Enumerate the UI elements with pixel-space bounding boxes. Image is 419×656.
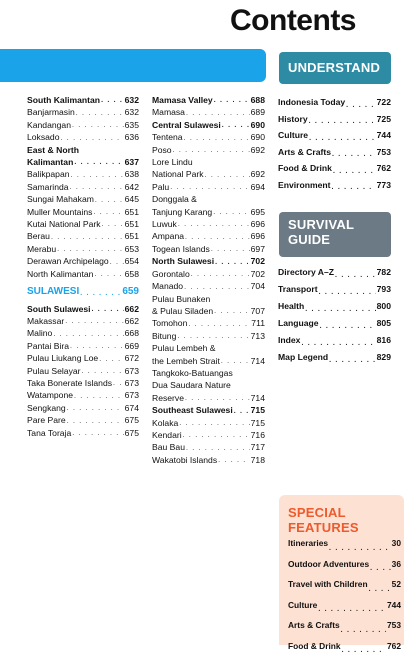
toc-entry[interactable]	[27, 106, 139, 118]
dot-leader	[53, 329, 123, 340]
toc-entry-label: Bitung	[152, 330, 176, 342]
toc-entry-label: Watampone	[27, 389, 73, 401]
special-list	[288, 533, 401, 656]
dot-leader	[102, 219, 124, 230]
dot-leader	[93, 207, 123, 218]
toc-entry-label: Environment	[278, 177, 331, 194]
toc-entry-page: 816	[377, 332, 391, 349]
toc-entry-page: 800	[377, 298, 391, 315]
toc-entry-page: 702	[251, 268, 265, 280]
toc-entry-page: 782	[377, 264, 391, 281]
toc-entry-label: Reserve	[152, 392, 184, 404]
toc-entry-page: 692	[251, 168, 265, 180]
toc-entry[interactable]	[278, 127, 391, 144]
toc-entry-label: Tangkoko-Batuangas	[152, 367, 265, 379]
toc-entry-page: 714	[251, 355, 265, 367]
toc-entry[interactable]	[152, 255, 265, 267]
dot-leader	[342, 645, 386, 656]
toc-entry-label: Ampana	[152, 230, 184, 242]
toc-entry[interactable]	[152, 119, 265, 131]
toc-entry-page: 651	[125, 230, 139, 242]
toc-entry-label: Pare Pare	[27, 414, 66, 426]
toc-entry-page: 690	[251, 131, 265, 143]
toc-entry-label: Luwuk	[152, 218, 177, 230]
toc-column-1	[27, 94, 139, 439]
toc-entry[interactable]	[278, 281, 391, 298]
toc-entry-page: 659	[122, 286, 139, 298]
toc-entry-label: Health	[278, 298, 304, 315]
toc-entry[interactable]	[27, 402, 139, 414]
survival-header	[279, 212, 391, 257]
dot-leader	[184, 133, 250, 144]
toc-entry-label: Berau	[27, 230, 50, 242]
toc-entry-label: Food & Drink	[288, 636, 341, 656]
toc-entry-page: 674	[125, 402, 139, 414]
toc-entry-page: 762	[377, 160, 391, 177]
toc-entry[interactable]	[288, 574, 401, 595]
dot-leader	[369, 584, 391, 595]
toc-entry-page: 668	[125, 327, 139, 339]
toc-entry[interactable]	[278, 94, 391, 111]
toc-entry-page: 716	[251, 429, 265, 441]
toc-entry-page: 717	[251, 441, 265, 453]
toc-entry[interactable]	[152, 243, 265, 255]
toc-entry-page: 725	[377, 111, 391, 128]
toc-entry[interactable]	[27, 230, 139, 242]
toc-entry-page: 690	[251, 119, 265, 131]
toc-entry-page: 637	[125, 156, 139, 168]
toc-entry[interactable]	[27, 315, 139, 327]
toc-entry-label: Balikpapan	[27, 168, 70, 180]
toc-entry-label: Bau Bau	[152, 441, 185, 453]
toc-entry-label: Itineraries	[288, 533, 328, 554]
toc-entry-label: Index	[278, 332, 300, 349]
toc-entry-page: 672	[125, 352, 139, 364]
toc-entry[interactable]	[278, 144, 391, 161]
dot-leader	[234, 406, 250, 417]
toc-entry[interactable]	[27, 218, 139, 230]
toc-entry-label: Merabu	[27, 243, 56, 255]
toc-entry-label: Tomohon	[152, 317, 187, 329]
toc-entry-label: Togean Islands	[152, 243, 210, 255]
toc-entry[interactable]	[278, 332, 391, 349]
toc-entry-label: Pantai Bira	[27, 340, 69, 352]
toc-entry-label: Tanjung Karang	[152, 206, 212, 218]
toc-entry[interactable]	[27, 352, 139, 364]
toc-entry-page: 829	[377, 349, 391, 366]
toc-entry-label: Map Legend	[278, 349, 328, 366]
toc-entry-page: 697	[251, 243, 265, 255]
toc-entry-label: Language	[278, 315, 319, 332]
dot-leader	[214, 95, 250, 106]
toc-entry-page: 675	[125, 427, 139, 439]
toc-entry-label: East & North	[27, 144, 139, 156]
toc-entry-label: North Sulawesi	[152, 255, 214, 267]
understand-list	[278, 94, 391, 193]
toc-entry[interactable]	[152, 417, 265, 429]
toc-entry[interactable]	[27, 144, 139, 169]
dot-leader	[186, 443, 250, 454]
dot-leader	[305, 304, 375, 315]
toc-entry[interactable]	[152, 317, 265, 329]
dot-leader	[72, 428, 123, 439]
toc-entry-page: 715	[251, 404, 265, 416]
dot-leader	[101, 95, 124, 106]
dot-leader	[213, 207, 249, 218]
toc-entry[interactable]	[152, 429, 265, 441]
dot-leader	[173, 145, 250, 156]
toc-entry[interactable]	[27, 340, 139, 352]
dot-leader	[82, 366, 124, 377]
toc-entry-page: 689	[251, 106, 265, 118]
toc-entry[interactable]	[152, 280, 265, 292]
toc-entry-label: Lore Lindu	[152, 156, 265, 168]
toc-entry-label: Kutai National Park	[27, 218, 101, 230]
toc-entry-page: 715	[251, 417, 265, 429]
toc-entry[interactable]	[152, 156, 265, 181]
special-heading-2: FEATURES	[288, 520, 359, 535]
dot-leader	[61, 133, 124, 144]
toc-entry-page: 673	[125, 377, 139, 389]
dot-leader	[222, 120, 250, 131]
toc-entry-page: 669	[125, 340, 139, 352]
toc-entry-label: Makassar	[27, 315, 64, 327]
dot-leader	[170, 182, 249, 193]
toc-entry-label: History	[278, 111, 308, 128]
toc-entry-page: 805	[377, 315, 391, 332]
special-heading-1: SPECIAL	[288, 505, 346, 520]
toc-entry-page: 718	[251, 454, 265, 466]
dot-leader	[51, 232, 124, 243]
dot-leader	[191, 269, 250, 280]
toc-entry-page: 673	[125, 389, 139, 401]
toc-entry[interactable]	[152, 342, 265, 367]
toc-entry-label: Dua Saudara Nature	[152, 379, 265, 391]
toc-entry[interactable]	[278, 315, 391, 332]
toc-entry[interactable]	[288, 533, 401, 554]
dot-leader	[319, 287, 376, 298]
toc-entry-label: South Sulawesi	[27, 303, 91, 315]
toc-entry-label: Loksado	[27, 131, 60, 143]
dot-leader	[99, 354, 123, 365]
toc-entry[interactable]	[288, 595, 401, 616]
toc-entry[interactable]	[27, 119, 139, 131]
toc-entry-label: Arts & Crafts	[288, 615, 340, 636]
toc-entry[interactable]	[152, 268, 265, 280]
toc-entry-page: 711	[251, 317, 265, 329]
toc-entry-label: Kendari	[152, 429, 182, 441]
toc-entry-label: Outdoor Adventures	[288, 554, 369, 575]
toc-entry[interactable]	[152, 218, 265, 230]
dot-leader	[72, 120, 124, 131]
toc-entry-page: 713	[251, 330, 265, 342]
toc-entry-label: South Kalimantan	[27, 94, 100, 106]
toc-entry-label: Kolaka	[152, 417, 178, 429]
toc-entry-page: 635	[125, 119, 139, 131]
dot-leader	[188, 319, 250, 330]
understand-header	[279, 52, 391, 84]
toc-entry-page: 30	[392, 533, 401, 554]
toc-entry[interactable]	[27, 365, 139, 377]
survival-list	[278, 264, 391, 366]
toc-entry[interactable]	[152, 330, 265, 342]
toc-column-2	[152, 94, 265, 466]
survival-heading-2: GUIDE	[288, 232, 330, 247]
dot-leader	[329, 543, 391, 554]
toc-entry-label: Kalimantan	[27, 156, 73, 168]
toc-entry-label: Transport	[278, 281, 318, 298]
toc-entry-label: Malino	[27, 327, 52, 339]
toc-entry-label: Palu	[152, 181, 169, 193]
toc-entry-label: Sengkang	[27, 402, 66, 414]
toc-entry-page: 662	[125, 303, 139, 315]
dot-leader	[309, 133, 376, 144]
toc-entry[interactable]	[152, 144, 265, 156]
toc-entry[interactable]	[27, 268, 139, 280]
toc-entry[interactable]	[152, 441, 265, 453]
toc-entry-label: Pulau Selayar	[27, 365, 81, 377]
dot-leader	[205, 170, 250, 181]
toc-entry[interactable]	[27, 94, 139, 106]
dot-leader	[301, 338, 375, 349]
toc-entry[interactable]	[278, 349, 391, 366]
dot-leader	[309, 116, 376, 127]
toc-entry-page: 688	[251, 94, 265, 106]
toc-entry-page: 632	[125, 106, 139, 118]
toc-entry[interactable]	[152, 181, 265, 193]
dot-leader	[218, 455, 250, 466]
dot-leader	[92, 304, 124, 315]
dot-leader	[70, 341, 124, 352]
toc-entry-label: Pulau Liukang Loe	[27, 352, 98, 364]
toc-entry-page: 653	[125, 243, 139, 255]
dot-leader	[80, 288, 121, 299]
toc-entry[interactable]	[288, 636, 401, 656]
toc-entry-page: 793	[377, 281, 391, 298]
toc-entry-label: North Kalimantan	[27, 268, 93, 280]
dot-leader	[179, 418, 249, 429]
toc-entry[interactable]	[288, 554, 401, 575]
toc-entry-page: 753	[387, 615, 401, 636]
dot-leader	[76, 108, 124, 119]
toc-entry[interactable]	[278, 111, 391, 128]
toc-entry-page: 702	[251, 255, 265, 267]
toc-entry[interactable]	[27, 414, 139, 426]
toc-entry[interactable]	[152, 454, 265, 466]
dot-leader	[67, 416, 124, 427]
toc-entry[interactable]	[27, 327, 139, 339]
dot-leader	[74, 157, 123, 168]
page-title: Contents	[230, 2, 356, 40]
toc-entry[interactable]	[278, 160, 391, 177]
toc-entry-label: Pulau Lembeh &	[152, 342, 265, 354]
toc-entry-label: Kandangan	[27, 119, 71, 131]
toc-entry-page: 714	[251, 392, 265, 404]
toc-entry-label: SULAWESI	[27, 286, 79, 298]
toc-entry-page: 638	[125, 168, 139, 180]
dot-leader	[329, 355, 376, 366]
toc-entry-label: Culture	[288, 595, 317, 616]
toc-entry-page: 696	[251, 230, 265, 242]
toc-entry-page: 658	[125, 268, 139, 280]
toc-entry[interactable]	[152, 106, 265, 118]
toc-entry-page: 722	[377, 94, 391, 111]
dot-leader	[186, 108, 250, 119]
toc-entry-label: Food & Drink	[278, 160, 332, 177]
toc-entry[interactable]	[288, 615, 401, 636]
toc-entry[interactable]	[152, 293, 265, 318]
dot-leader	[70, 182, 124, 193]
dot-leader	[332, 182, 376, 193]
toc-entry-label: the Lembeh Strait	[152, 355, 220, 367]
toc-entry-page: 52	[392, 574, 401, 595]
dot-leader	[113, 378, 124, 389]
dot-leader	[74, 391, 124, 402]
survival-heading-1: SURVIVAL	[288, 217, 354, 232]
toc-entry-label: Central Sulawesi	[152, 119, 221, 131]
toc-entry-label: Mamasa Valley	[152, 94, 213, 106]
toc-entry-label: National Park	[152, 168, 204, 180]
dot-leader	[318, 604, 386, 615]
toc-entry-page: 762	[387, 636, 401, 656]
toc-entry-label: Taka Bonerate Islands	[27, 377, 112, 389]
toc-entry-page: 645	[125, 193, 139, 205]
toc-entry-page: 675	[125, 414, 139, 426]
toc-entry-label: Samarinda	[27, 181, 69, 193]
toc-entry[interactable]	[152, 94, 265, 106]
toc-entry[interactable]	[27, 243, 139, 255]
toc-entry-label: Directory A–Z	[278, 264, 334, 281]
toc-entry-page: 662	[125, 315, 139, 327]
toc-entry-label: Manado	[152, 280, 183, 292]
toc-entry-page: 632	[125, 94, 139, 106]
dot-leader	[370, 563, 391, 574]
toc-entry-page: 744	[377, 127, 391, 144]
toc-entry[interactable]	[27, 168, 139, 180]
toc-entry[interactable]	[278, 264, 391, 281]
toc-entry-page: 704	[251, 280, 265, 292]
toc-entry[interactable]	[152, 230, 265, 242]
toc-entry-page: 695	[251, 206, 265, 218]
dot-leader	[215, 257, 250, 268]
dot-leader	[346, 100, 375, 111]
toc-entry-label: Travel with Children	[288, 574, 368, 595]
toc-entry-label: Pulau Bunaken	[152, 293, 265, 305]
toc-entry[interactable]	[278, 298, 391, 315]
dot-leader	[332, 149, 376, 160]
toc-entry[interactable]	[27, 255, 139, 267]
toc-entry-page: 744	[387, 595, 401, 616]
toc-entry-label: Gorontalo	[152, 268, 190, 280]
toc-entry-label: Poso	[152, 144, 172, 156]
toc-entry-label: Derawan Archipelago	[27, 255, 109, 267]
toc-entry-label: Tana Toraja	[27, 427, 71, 439]
toc-entry-page: 673	[125, 365, 139, 377]
toc-entry-page: 651	[125, 218, 139, 230]
toc-entry-label: Culture	[278, 127, 308, 144]
dot-leader	[214, 306, 250, 317]
dot-leader	[221, 356, 250, 367]
toc-entry[interactable]	[152, 367, 265, 404]
toc-entry-page: 707	[251, 305, 265, 317]
toc-entry[interactable]	[27, 377, 139, 389]
toc-entry-page: 696	[251, 218, 265, 230]
toc-entry-page: 36	[392, 554, 401, 575]
dot-leader	[185, 393, 250, 404]
toc-entry[interactable]	[27, 389, 139, 401]
dot-leader	[110, 257, 124, 268]
dot-leader	[94, 269, 123, 280]
toc-entry-page: 692	[251, 144, 265, 156]
dot-leader	[71, 170, 124, 181]
toc-entry[interactable]	[27, 427, 139, 439]
toc-entry-label: Donggala &	[152, 193, 265, 205]
dot-leader	[341, 625, 386, 636]
dot-leader	[95, 195, 124, 206]
toc-entry-page: 642	[125, 181, 139, 193]
toc-entry-label: Mamasa	[152, 106, 185, 118]
toc-entry-label: Tentena	[152, 131, 183, 143]
dot-leader	[57, 244, 124, 255]
toc-entry[interactable]	[278, 177, 391, 194]
toc-entry-page: 654	[125, 255, 139, 267]
dot-leader	[177, 331, 249, 342]
dot-leader	[185, 232, 250, 243]
toc-entry-page: 636	[125, 131, 139, 143]
toc-entry-page: 651	[125, 206, 139, 218]
toc-entry[interactable]	[27, 206, 139, 218]
dot-leader	[211, 244, 250, 255]
dot-leader	[184, 282, 250, 293]
toc-entry-label: Muller Mountains	[27, 206, 92, 218]
toc-entry[interactable]	[27, 181, 139, 193]
section-band	[0, 49, 266, 82]
toc-entry-label: Southeast Sulawesi	[152, 404, 233, 416]
toc-entry-page: 694	[251, 181, 265, 193]
toc-entry-label: & Pulau Siladen	[152, 305, 213, 317]
toc-entry-label: Banjarmasin	[27, 106, 75, 118]
toc-entry-page: 773	[377, 177, 391, 194]
dot-leader	[183, 430, 250, 441]
toc-entry[interactable]	[152, 131, 265, 143]
dot-leader	[333, 166, 376, 177]
dot-leader	[67, 403, 124, 414]
toc-entry-page: 753	[377, 144, 391, 161]
dot-leader	[65, 316, 123, 327]
dot-leader	[178, 219, 250, 230]
dot-leader	[320, 321, 376, 332]
toc-entry[interactable]	[152, 193, 265, 218]
toc-entry-label: Indonesia Today	[278, 94, 345, 111]
section-heading[interactable]	[27, 286, 139, 298]
toc-entry-label: Sungai Mahakam	[27, 193, 94, 205]
dot-leader	[335, 270, 376, 281]
understand-heading: UNDERSTAND	[288, 60, 380, 75]
toc-entry[interactable]	[27, 303, 139, 315]
toc-entry-label: Wakatobi Islands	[152, 454, 217, 466]
toc-entry-label: Arts & Crafts	[278, 144, 331, 161]
toc-entry[interactable]	[27, 193, 139, 205]
toc-entry[interactable]	[27, 131, 139, 143]
toc-entry[interactable]	[152, 404, 265, 416]
